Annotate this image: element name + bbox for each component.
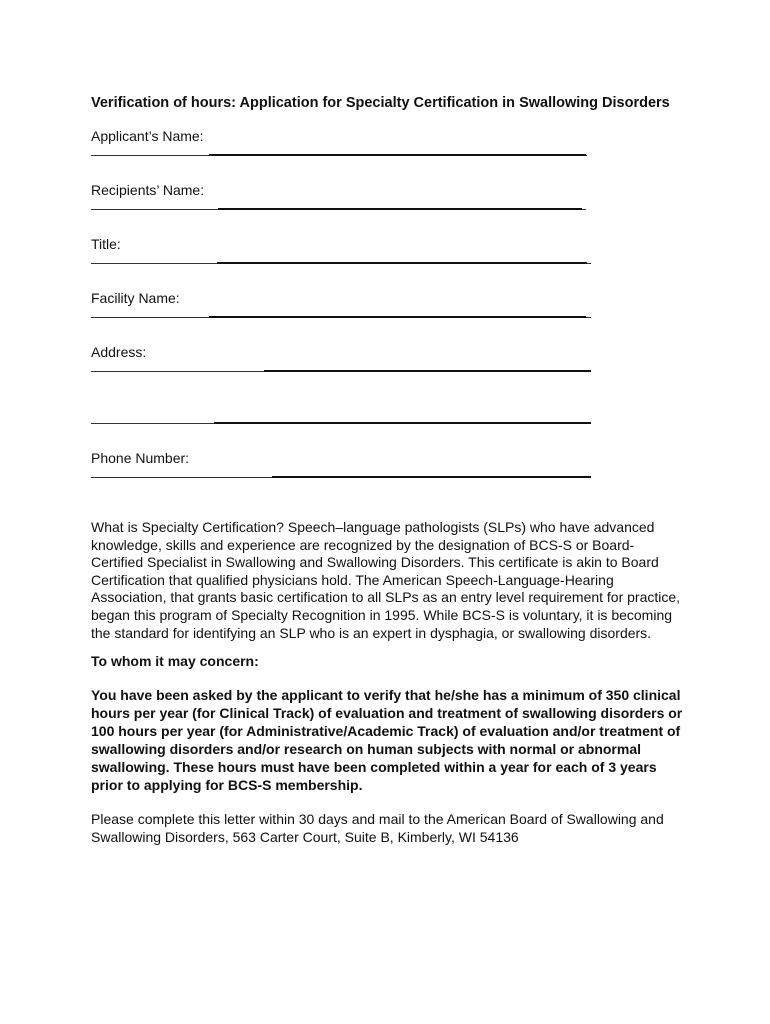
document-page (91, 94, 691, 846)
phone-number-blank[interactable] (91, 467, 691, 483)
address-line-2-label (91, 395, 691, 413)
salutation: To whom it may concern: (91, 653, 259, 670)
address-field (91, 343, 691, 377)
recipient-name-blank[interactable] (91, 199, 691, 215)
address-line-2-field (91, 395, 691, 429)
facility-name-label: Facility Name: (91, 290, 180, 306)
title-blank[interactable] (91, 253, 691, 269)
specialty-certification-intro: What is Specialty Certification? Speech–language pathologists (SLPs) who have advanced knowledge, skills and experience are recognized by the designation of BCS-S or Board-Certified Specialist in Swallowing and Swallowing Disorders. This certificate is akin to Board Certification that qualified physicians hold. The American Speech-Language-Hearing Association, that grants basic certification to all SLPs as an entry level requirement for practice, began this program of Specialty Recognition in 1995. While BCS-S is voluntary, it is becoming the standard for identifying an SLP who is an expert in dysphagia, or swallowing disorders. (91, 519, 681, 641)
verification-request: You have been asked by the applicant to verify that he/she has a minimum of 350 clinical hours per year (for Clinical Track) of evaluation and treatment of swallowing disorders or 100 hours per year (for Administrative/Academic Track) of evaluation and/or treatment of swallowing disorders and/or research on human subjects with normal or abnormal swallowing. These hours must have been completed within a year for each of 3 years prior to applying for BCS-S membership. (91, 687, 683, 794)
recipient-name-label: Recipients’ Name: (91, 182, 205, 198)
mailing-instructions: Please complete this letter within 30 days and mail to the American Board of Swallowing and Swallowing Disorders, 563 Carter Court, Suite B, Kimberly, WI 54136 (91, 811, 664, 846)
facility-name-blank[interactable] (91, 307, 691, 323)
address-blank-line-2[interactable] (91, 413, 691, 429)
applicant-name-label: Applicant’s Name: (91, 128, 204, 144)
address-label: Address: (91, 344, 147, 360)
phone-number-field (91, 449, 691, 483)
applicant-name-blank[interactable] (91, 145, 691, 161)
recipient-name-field (91, 181, 691, 215)
title-label: Title: (91, 236, 121, 252)
title-field (91, 235, 691, 269)
address-blank-line-1[interactable] (91, 361, 691, 377)
facility-name-field (91, 289, 691, 323)
document-title: Verification of hours: Application for Specialty Certification in Swallowing Disorders (91, 95, 670, 111)
phone-number-label: Phone Number: (91, 450, 190, 466)
applicant-name-field (91, 127, 691, 161)
